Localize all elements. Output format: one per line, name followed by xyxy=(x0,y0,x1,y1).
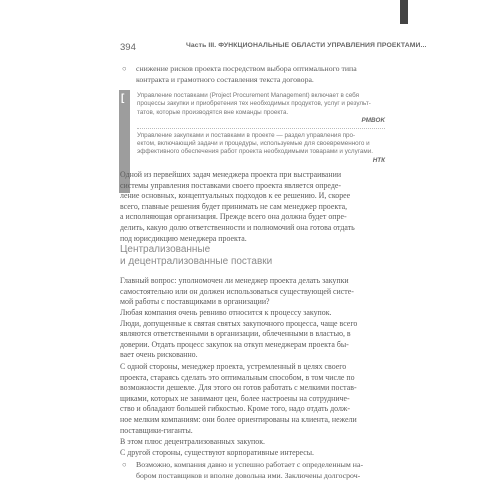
text-line: проекта, стараясь сделать это оптимальным способом, в том числе по xyxy=(120,372,355,382)
text-line: ное мелким компаниям: они более ориентированы на клиента, нежели xyxy=(120,414,357,424)
definition-source: PMBOK xyxy=(361,117,385,125)
text-line: ектом, включающий задачи и процедуры, используемые для своевременного и xyxy=(137,140,370,148)
bracket-icon: [ xyxy=(121,93,125,104)
text-line: ство и обладают большей гибкостью. Кроме того, надо отдать долж- xyxy=(120,404,351,414)
text-line: Управление закупками и поставками в проекте — раздел управления про- xyxy=(137,131,356,139)
text-line: контракта и грамотного составления текста договора. xyxy=(136,74,314,84)
text-line: ление основных, концептуальных подходов к ее решению. И, скорее xyxy=(120,191,351,201)
text-line: Возможно, компания давно и успешно работает с определенным на- xyxy=(136,460,364,469)
text-line: под юрисдикцию менеджера проекта. xyxy=(120,233,247,243)
text-line: Одной из первейших задач менеджера проекта при выстраивании xyxy=(120,170,342,179)
section-title-line: и децентрализованные поставки xyxy=(120,256,273,267)
definition-divider xyxy=(137,128,385,129)
text-line: самостоятельно или он должен использоваться существующей систе- xyxy=(120,286,354,296)
text-line: вает очень рискованно. xyxy=(120,350,198,360)
text-line: процессы закупки и приобретения тех необходимых продуктов, услуг и результ- xyxy=(137,100,371,108)
text-line: эффективного обеспечения работ проекта необходимыми товарами и услугами. xyxy=(137,148,374,156)
section-title xyxy=(120,244,272,268)
definition-ntk xyxy=(137,132,385,166)
text-line: снижение рисков проекта посредством выбора оптимального типа xyxy=(136,64,357,73)
text-line: бором поставщиков и вполне довольна ими. Заключены долгосроч- xyxy=(136,470,361,480)
bottom-bullet-item xyxy=(122,460,387,481)
paragraph-3 xyxy=(120,308,385,361)
top-bullet-item xyxy=(122,64,387,85)
definition-source: НТК xyxy=(372,156,385,164)
text-line: татов, которые производятся вне команды проекта. xyxy=(137,108,289,116)
bullet-marker: ○ xyxy=(122,460,127,469)
text-line: Управление поставками (Project Procurement Management) включает в себя xyxy=(137,92,359,99)
text-line: а исполняющая организация. Прежде всего она должна будет опре- xyxy=(120,212,347,222)
text-line: всего, главные решения будет принимать не сам менеджер проекта, xyxy=(120,201,348,211)
text-line: С другой стороны, существуют корпоративные интересы. xyxy=(120,447,314,457)
paragraph-1 xyxy=(120,170,385,244)
text-line: В этом плюс децентрализованных закупок. xyxy=(120,437,266,446)
text-line: мой работы с поставщиками в организации? xyxy=(120,297,270,307)
text-line: поставщики-гиганты. xyxy=(120,425,193,435)
text-line: Любая компания очень ревниво относится к процессу закупок. xyxy=(120,308,332,317)
text-line: делить, какую долю ответственности и полномочий она готова отдать xyxy=(120,222,355,232)
text-line: щиками, которых не занимают цен, более настроены на сотрудниче- xyxy=(120,393,350,403)
text-line: возможности дешевле. Для этого он готов работать с мелкими постав- xyxy=(120,383,357,393)
page-number: 394 xyxy=(120,42,136,53)
paragraph-2 xyxy=(120,276,385,308)
page-tab-marker xyxy=(400,0,408,24)
text-line: доверии. Отдать процесс закупок на откуп менеджерам проекта бы- xyxy=(120,339,349,349)
text-line: С одной стороны, менеджер проекта, устремленный в целях своего xyxy=(120,362,347,371)
section-title-line: Централизованные xyxy=(120,244,211,255)
definition-pmbok xyxy=(137,92,385,126)
running-title: Часть III. ФУНКЦИОНАЛЬНЫЕ ОБЛАСТИ УПРАВЛЕНИЯ ПРОЕКТАМИ... xyxy=(186,42,427,49)
paragraph-4 xyxy=(120,362,385,436)
text-line: являются ответственными в организации, облеченными в властью, в xyxy=(120,329,351,339)
paragraph-5 xyxy=(120,437,385,458)
text-line: Главный вопрос: уполномочен ли менеджер проекта делать закупки xyxy=(120,276,349,285)
bullet-marker: ○ xyxy=(122,64,127,73)
text-line: системы управления поставками своего проекта является опреде- xyxy=(120,180,341,190)
text-line: Люди, допущенные к святая святых закупочного процесса, чаще всего xyxy=(120,318,358,328)
